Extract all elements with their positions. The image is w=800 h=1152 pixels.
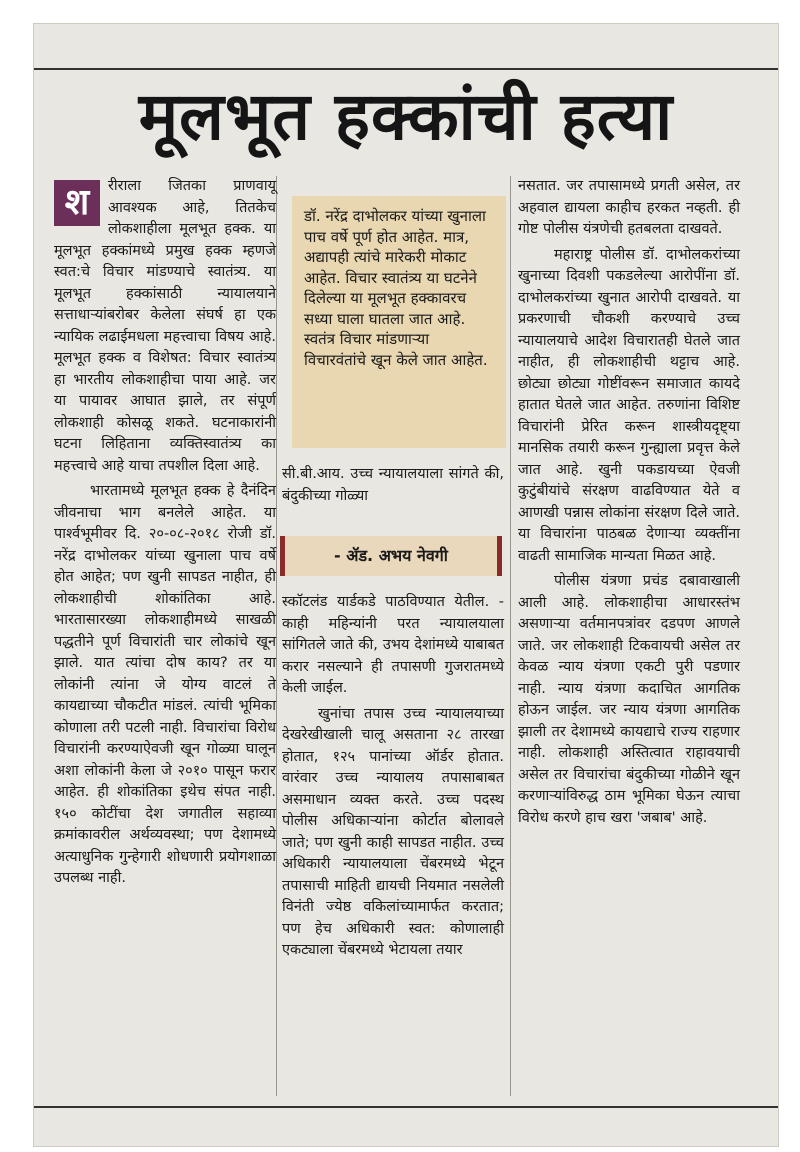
paragraph: सी.बी.आय. उच्च न्यायालयाला सांगते की, बंदुकीच्या गोळ्या xyxy=(282,466,504,504)
paragraph: रीराला जितका प्राणवायू आवश्यक आहे, तितकेच लोकशाहीला मूलभूत हक्क. या मूलभूत हक्कांमध्ये प्रमुख हक्क म्हणजे स्वत:चे विचार मांडण्याचे स्वातंत्र्य. या मूलभूत हक्कांसाठी न्यायालयाने सत्ताधाऱ्यांबरोबर केलेला संघर्ष हा एक न्यायिक लढाईमधला महत्त्वाचा विषय आहे. मूलभूत हक्क व विशेषत: विचार स्वातंत्र्य हा भारतीय लोकशाहीचा पाया आहे. जर या पायावर आघात झाले, तर संपूर्ण लोकशाही कोसळू शकते. घटनाकारांनी घटना लिहिताना व्यक्तिस्वातंत्र्य का महत्त्वाचे आहे याचा तपशील दिला आहे. xyxy=(54,178,276,474)
column-2-top xyxy=(282,464,504,511)
column-1 xyxy=(54,176,276,894)
top-rule xyxy=(34,68,778,70)
paragraph: पोलीस यंत्रणा प्रचंड दबावाखाली आली आहे. लोकशाहीचा आधारस्तंभ असणाऱ्या वर्तमानपत्रांवर दडपण आणले जाते. जर लोकशाही टिकवायची असेल तर केवळ न्याय यंत्रणा एकटी पुरी पडणार नाही. न्याय यंत्रणा कदाचित आगतिक होऊन जाईल. जर न्याय यंत्रणा आगतिक झाली तर देशामध्ये कायद्याचे राज्य राहणार नाही. लोकशाही अस्तित्वात राहावयाची असेल तर विचारांचा बंदुकीच्या गोळीने खून करणाऱ्यांविरुद्ध ठाम भूमिका घेऊन त्याचा विरोध करणे हाच खरा 'जबाब' आहे. xyxy=(518,573,740,826)
bottom-rule xyxy=(34,1106,778,1108)
paragraph: भारतामध्ये मूलभूत हक्क हे दैनंदिन जीवनाचा भाग बनलेले आहेत. या पार्श्वभूमीवर दि. २०-०८-२०१८ रोजी डॉ. नरेंद्र दाभोलकर यांच्या खुनाला पाच वर्षे होत आहेत; पण खुनी सापडत नाहीत, ही लोकशाहीची शोकांतिका आहे. भारतासारख्या लोकशाहीमध्ये साखळी पद्धतीने पूर्ण विचारांती चार लोकांचे खून झाले. यात त्यांचा दोष काय? तर या लोकांनी त्यांना जे योग्य वाटलं ते कायद्याच्या चौकटीत मांडलं. त्यांची भूमिका कोणाला तरी पटली नाही. विचारांचा विरोध विचारांनी करण्याऐवजी खून गोळ्या घालून अशा लोकांनी केला जे २०१० पासून फरार आहेत. ही शोकांतिका इथेच संपत नाही. १५० कोटींचा देश जगातील सहाव्या क्रमांकावरील अर्थव्यवस्था; पण देशामध्ये अत्याधुनिक गुन्हेगारी शोधणारी प्रयोगशाळा उपलब्ध नाही. xyxy=(54,483,276,886)
column-divider xyxy=(510,176,511,1096)
paragraph: नसतात. जर तपासामध्ये प्रगती असेल, तर अहवाल द्यायला काहीच हरकत नव्हती. ही गोष्ट पोलीस यंत्रणेची हतबलता दाखवते. xyxy=(518,178,740,237)
paragraph: खुनांचा तपास उच्च न्यायालयाच्या देखरेखीखाली चालू असताना २८ तारखा होतात, १२५ पानांच्या ऑर्डर होतात. वारंवार उच्च न्यायालय तपासाबाबत असमाधान व्यक्त करते. उच्च पदस्थ पोलीस अधिकाऱ्यांना कोर्टात बोलावले जाते; पण खुनी काही सापडत नाहीत. उच्च अधिकारी न्यायालयाला चेंबरमध्ये भेटून तपासाची माहिती द्यायची नियमात नसलेली विनंती ज्येष्ठ वकिलांच्यामार्फत करतात; पण हेच अधिकारी स्वत: कोणालाही एकट्याला चेंबरमध्ये भेटायला तयार xyxy=(282,705,504,958)
headline: मूलभूत हक्कांची हत्या xyxy=(138,78,674,155)
author-byline: - ॲड. अभय नेवगी xyxy=(280,536,502,576)
paragraph: स्कॉटलंड यार्डकडे पाठविण्यात येतील. - काही महिन्यांनी परत न्यायालयाला सांगितले जाते की, उभय देशांमध्ये याबाबत करार नसल्याने ही तपासणी गुजरातमध्ये केली जाईल. xyxy=(282,594,504,696)
column-divider xyxy=(276,176,277,1096)
paragraph: महाराष्ट्र पोलीस डॉ. दाभोलकरांच्या खुनाच्या दिवशी पकडलेल्या आरोपींना डॉ. दाभोलकरांच्या खुनात आरोपी दाखवते. या प्रकरणाची चौकशी करण्याचे उच्च न्यायालयाचे आदेश विचारातही घेतले जात नाहीत, ही लोकशाहीची थट्टाच आहे. छोट्या छोट्या गोष्टींवरून समाजात कायदे हातात घेतले जात आहेत. तरुणांना विशिष्ट विचारांनी प्रेरित करून शास्त्रीयदृष्ट्या मानसिक तयारी करून गुन्ह्याला प्रवृत्त केले जात आहे. खुनी पकडायच्या ऐवजी कुटुंबीयांचे संरक्षण वाढविण्यात येते व आणखी पन्नास लोकांना संरक्षण दिले जाते. या विचारांना पाठबळ देणाऱ्या व्यक्तींना वाढती सामाजिक मान्यता मिळत आहे. xyxy=(518,246,740,564)
dropcap: श xyxy=(54,180,100,226)
pull-quote: डॉ. नरेंद्र दाभोलकर यांच्या खुनाला पाच वर्षे पूर्ण होत आहेत. मात्र, अद्यापही त्यांचे मारेकरी मोकाट आहेत. विचार स्वातंत्र्य या घटनेने दिलेल्या या मूलभूत हक्कावरच सध्या घाला घातला जात आहे. स्वतंत्र विचार मांडणाऱ्या विचारवंतांचे खून केले जात आहेत. xyxy=(292,196,506,448)
newspaper-clipping xyxy=(34,24,778,1146)
column-3 xyxy=(518,176,740,833)
column-2 xyxy=(282,592,504,966)
